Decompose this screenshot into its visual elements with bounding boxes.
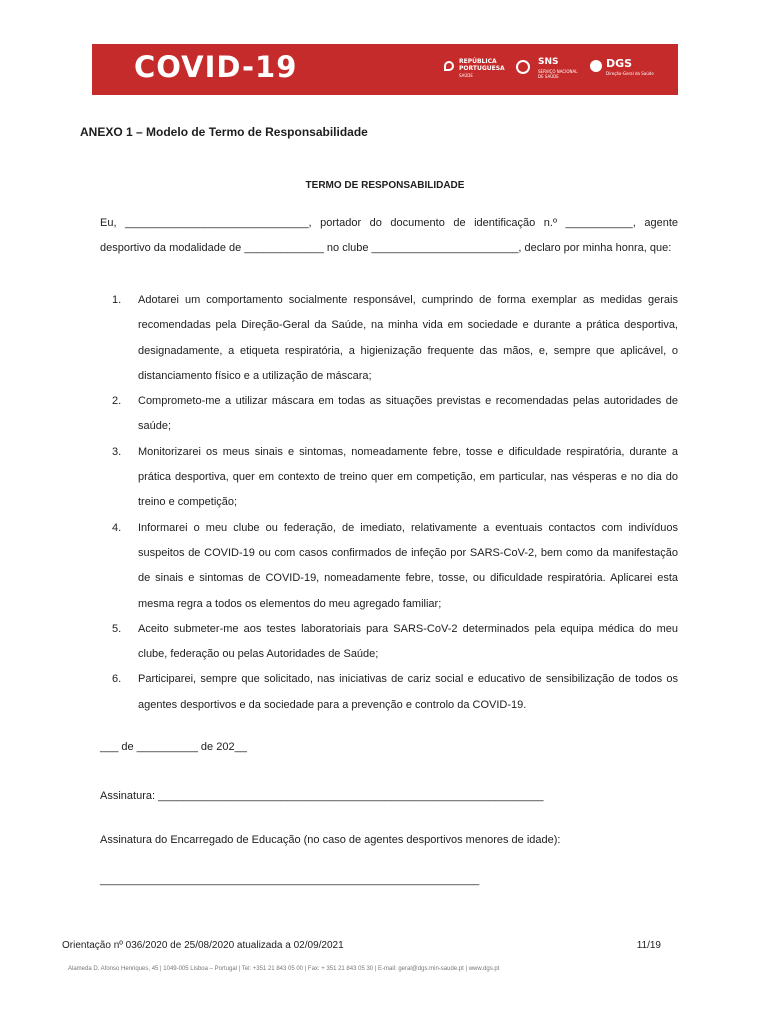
republica-portuguesa-logo (444, 57, 516, 83)
list-item (100, 440, 678, 516)
footer-reference: Orientação nº 036/2020 de 25/08/2020 atualizada a 02/09/2021 (62, 940, 344, 951)
republica-logo-subtext: SAÚDE (459, 73, 473, 78)
dgs-logo-text: DGS (606, 57, 633, 70)
banner-title: COVID-19 (134, 50, 298, 84)
item-number: 4. (112, 521, 122, 534)
dgs-logo-subtext: Direção-Geral da Saúde (606, 71, 654, 76)
item-text: Informarei o meu clube ou federação, de imediato, relativamente a eventuais contactos com indivíduos suspeitos de COVID-19 ou com casos confirmados de infeção por SARS-CoV-2, bem como da manifestação de sinais e sintomas de COVID-19, nomeadamente febre, tosse, ou dificuldade respiratória. Aplicarei esta mesma regra a todos os elementos do meu agregado familiar; (138, 521, 678, 610)
commitments-list (100, 288, 678, 718)
guardian-signature-label: Assinatura do Encarregado de Educação (no caso de agentes desportivos menores de idade): (100, 834, 561, 846)
list-item (100, 667, 678, 718)
republica-logo-text: REPÚBLICA PORTUGUESA (459, 58, 505, 72)
sns-logo-text: SNS (538, 57, 559, 67)
republica-logo-icon (444, 61, 454, 71)
document-heading: TERMO DE RESPONSABILIDADE (305, 180, 465, 191)
list-item (100, 516, 678, 617)
item-text: Participarei, sempre que solicitado, nas iniciativas de cariz social e educativo de sensibilização de todos os agentes desportivos e da sociedade para a prevenção e controlo da COVID-19. (138, 673, 678, 711)
annex-title: ANEXO 1 – Modelo de Termo de Responsabilidade (80, 125, 368, 139)
item-number: 3. (112, 445, 122, 458)
list-item (100, 288, 678, 389)
sns-logo-icon (516, 60, 530, 74)
dgs-logo-icon (590, 60, 602, 72)
footer-address: Alameda D. Afonso Henriques, 45 | 1049-005 Lisboa – Portugal | Tel: +351 21 843 05 00 | Fax: + 351 21 843 05 30 | E-mail: geral@dgs.min-saude.pt | www.dgs.pt (68, 966, 500, 972)
list-item (100, 617, 678, 668)
item-number: 2. (112, 395, 122, 408)
sns-logo (516, 57, 584, 83)
dgs-logo (590, 57, 662, 83)
guardian-signature-field[interactable]: ______________________________________________________________ (100, 874, 480, 886)
intro-paragraph: Eu, ______________________________, portador do documento de identificação n.º ___________, agente desportivo da modalidade de _____________ no clube ________________________, declaro por minha honra, que: (100, 217, 678, 254)
item-number: 5. (112, 622, 122, 635)
item-text: Monitorizarei os meus sinais e sintomas, nomeadamente febre, tosse e dificuldade respiratória, durante a prática desportiva, quer em contexto de treino quer em competição, em particular, nas vésperas e no dia do treino e competição; (138, 445, 678, 509)
date-line[interactable]: ___ de __________ de 202__ (100, 741, 247, 753)
page-number: 11/19 (636, 940, 661, 951)
signature-field[interactable]: Assinatura: _______________________________________________________________ (100, 790, 544, 802)
sns-logo-subtext: SERVIÇO NACIONAL DE SAÚDE (538, 69, 578, 79)
item-text: Aceito submeter-me aos testes laboratoriais para SARS-CoV-2 determinados pela equipa médica do meu clube, federação ou pelas Autoridades de Saúde; (138, 622, 678, 661)
item-text: Comprometo-me a utilizar máscara em todas as situações previstas e recomendadas pelas autoridades de saúde; (138, 395, 678, 433)
header-banner (92, 44, 678, 95)
list-item (100, 389, 678, 440)
item-number: 1. (112, 294, 122, 306)
item-text: Adotarei um comportamento socialmente responsável, cumprindo de forma exemplar as medidas gerais recomendadas pela Direção-Geral da Saúde, na minha vida em sociedade e durante a prática desportiva, designadamente, a etiqueta respiratória, a higienização frequente das mãos, e, sempre que aplicável, o distanciamento físico e a utilização de máscara; (138, 294, 678, 382)
item-number: 6. (112, 673, 122, 686)
